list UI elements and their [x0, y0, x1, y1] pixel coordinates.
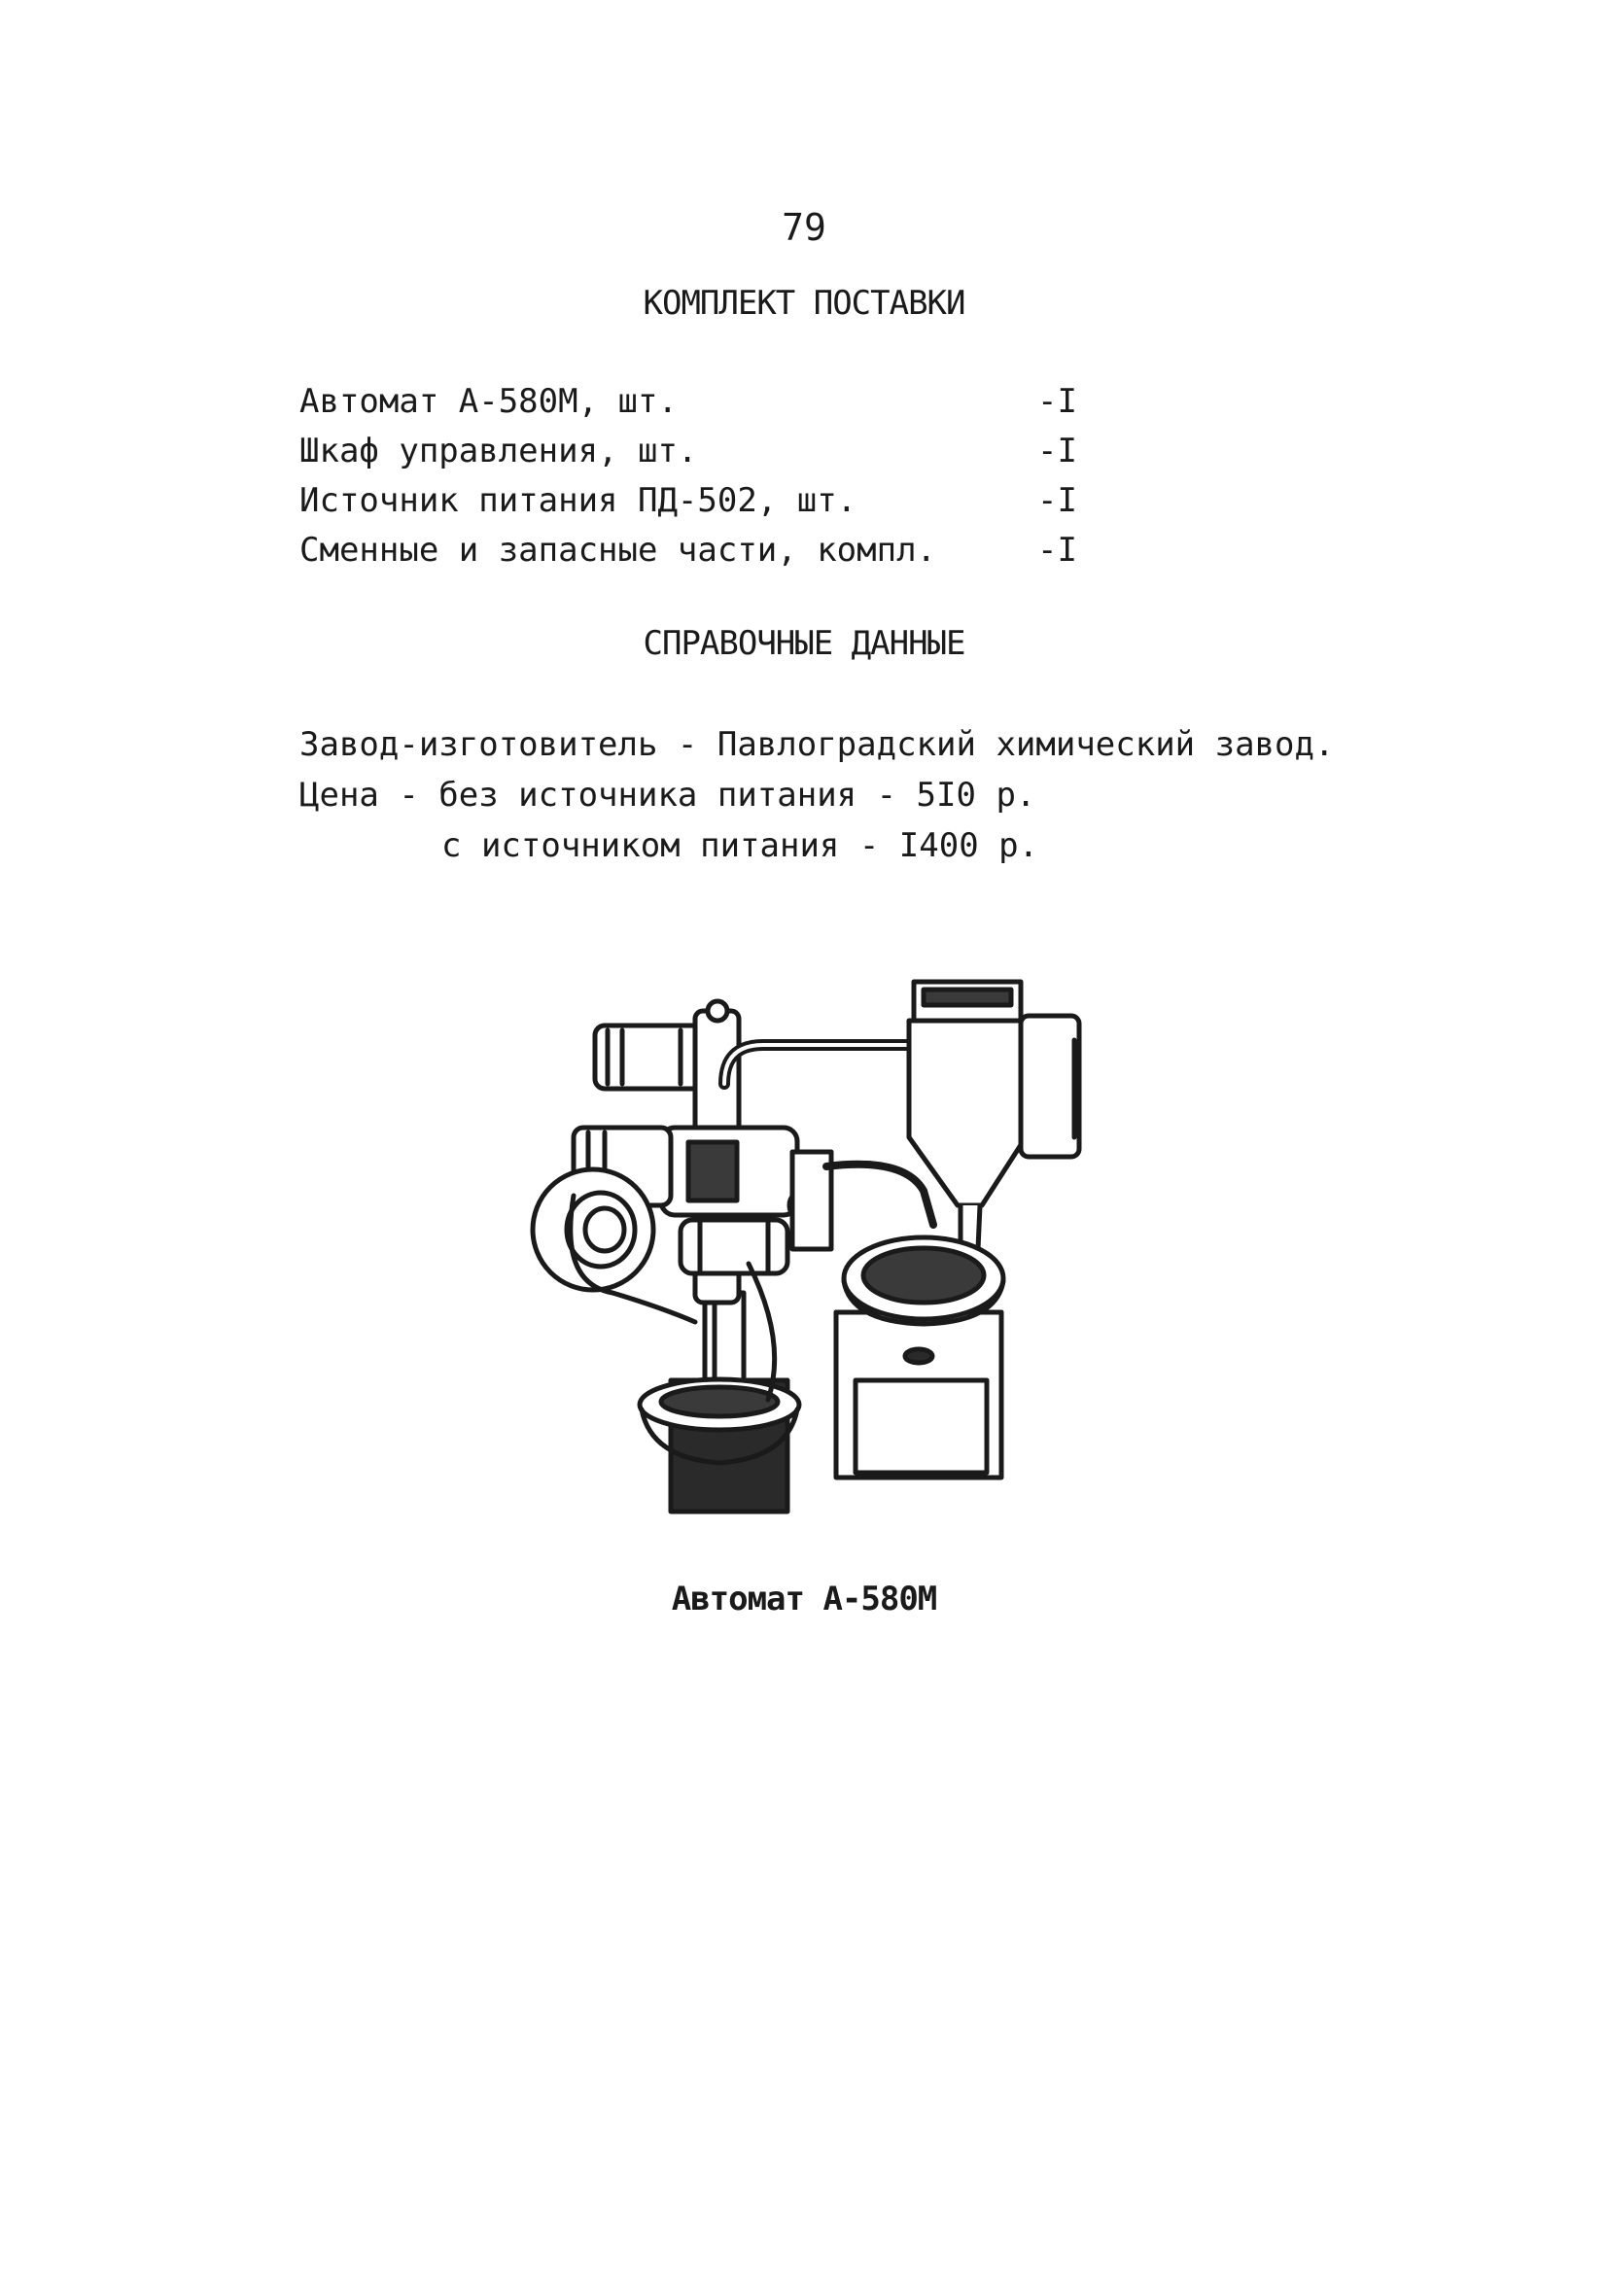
kit-item — [299, 377, 1077, 427]
kit-item — [299, 427, 1077, 476]
price-line: Цена - без источника питания - 5I0 р. — [299, 776, 1036, 815]
page-number: 79 — [782, 206, 826, 249]
kit-item — [299, 526, 1077, 575]
kit-item-name: Источник питания ПД-502, шт. — [299, 481, 857, 520]
kit-list — [299, 377, 1077, 575]
kit-item-qty: -I — [1037, 382, 1077, 421]
motor-block — [595, 1026, 702, 1089]
kit-item-name: Автомат А-580М, шт. — [299, 382, 678, 421]
figure-caption: Автомат А-580М — [671, 1580, 937, 1618]
manufacturer-line: Завод-изготовитель - Павлоградский химический завод. — [299, 725, 1335, 764]
machine-illustration — [515, 972, 1118, 1526]
kit-item-qty: -I — [1037, 531, 1077, 570]
price-line: с источником питания - I400 р. — [441, 826, 1039, 865]
reference-heading: СПРАВОЧНЫЕ ДАННЫЕ — [643, 624, 965, 663]
kit-item-qty: -I — [1037, 432, 1077, 470]
kit-item-name: Шкаф управления, шт. — [299, 432, 698, 470]
kit-heading: КОМПЛЕКТ ПОСТАВКИ — [643, 284, 965, 323]
kit-item-qty: -I — [1037, 481, 1077, 520]
reference-block — [299, 719, 1563, 871]
kit-item-name: Сменные и запасные части, компл. — [299, 531, 937, 570]
kit-item — [299, 476, 1077, 526]
